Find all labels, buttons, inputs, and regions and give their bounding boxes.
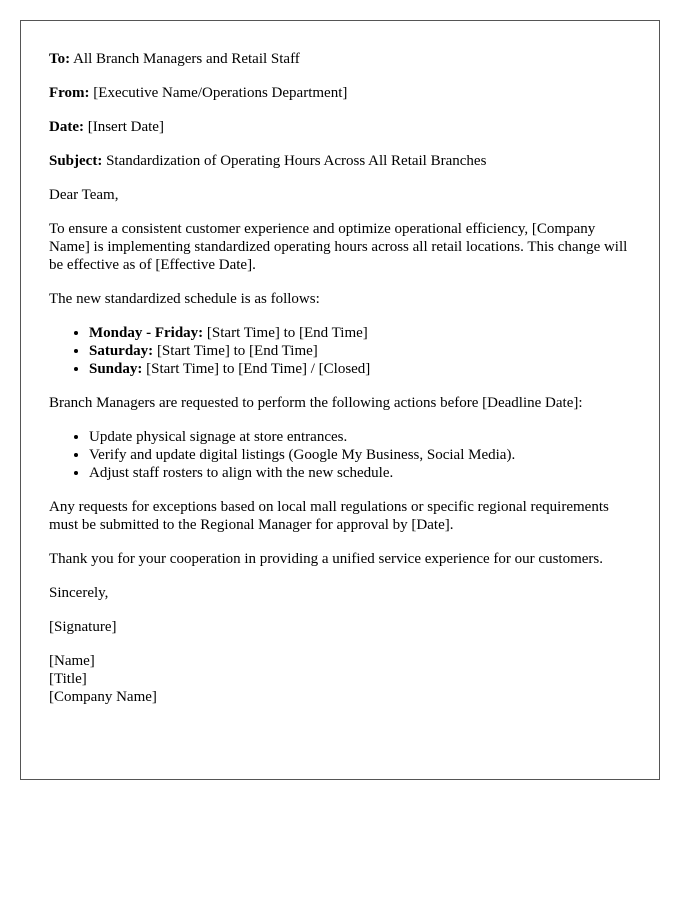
- schedule-item-saturday: [89, 342, 631, 360]
- signer-block: [49, 652, 631, 706]
- from-label: From:: [49, 85, 90, 101]
- schedule-day: Sunday:: [89, 361, 143, 377]
- schedule-hours: [Start Time] to [End Time] / [Closed]: [146, 361, 371, 377]
- to-label: To:: [49, 51, 71, 67]
- subject-label: Subject:: [49, 153, 103, 169]
- schedule-item-sunday: [89, 360, 631, 378]
- schedule-hours: [Start Time] to [End Time]: [206, 325, 368, 341]
- date-label: Date:: [49, 119, 84, 135]
- signer-title: [Title]: [49, 671, 87, 687]
- date-value: [Insert Date]: [87, 119, 164, 135]
- signer-name: [Name]: [49, 653, 95, 669]
- to-line: [49, 50, 631, 68]
- schedule-intro: The new standardized schedule is as follows:: [49, 291, 320, 307]
- thanks-paragraph: Thank you for your cooperation in providing a unified service experience for our customers.: [49, 551, 603, 567]
- action-item: • Update physical signage at store entrances.: [89, 428, 631, 446]
- actions-list: [49, 428, 631, 482]
- schedule-day: Monday - Friday:: [89, 325, 204, 341]
- subject-value: Standardization of Operating Hours Across All Retail Branches: [106, 153, 487, 169]
- from-value: [Executive Name/Operations Department]: [93, 85, 348, 101]
- schedule-list: [49, 324, 631, 378]
- from-line: [49, 84, 631, 102]
- action-item: • Adjust staff rosters to align with the new schedule.: [89, 464, 631, 482]
- signer-company: [Company Name]: [49, 689, 157, 705]
- signature-placeholder: [Signature]: [49, 619, 117, 635]
- action-item: • Verify and update digital listings (Google My Business, Social Media).: [89, 446, 631, 464]
- schedule-item-weekdays: [89, 324, 631, 342]
- actions-intro: Branch Managers are requested to perform the following actions before [Deadline Date]:: [49, 395, 583, 411]
- intro-paragraph: To ensure a consistent customer experience and optimize operational efficiency, [Company Name] is implementing standardized operating hours across all retail locations. This change will be effective as of [Effective Date].: [49, 221, 628, 273]
- greeting: Dear Team,: [49, 187, 119, 203]
- sign-off: Sincerely,: [49, 585, 109, 601]
- schedule-day: Saturday:: [89, 343, 154, 359]
- to-value: All Branch Managers and Retail Staff: [73, 51, 300, 67]
- schedule-hours: [Start Time] to [End Time]: [156, 343, 318, 359]
- exceptions-paragraph: Any requests for exceptions based on local mall regulations or specific regional requirements must be submitted to the Regional Manager for approval by [Date].: [49, 499, 609, 533]
- date-line: [49, 118, 631, 136]
- subject-line: [49, 152, 631, 170]
- letter-document: [20, 20, 660, 780]
